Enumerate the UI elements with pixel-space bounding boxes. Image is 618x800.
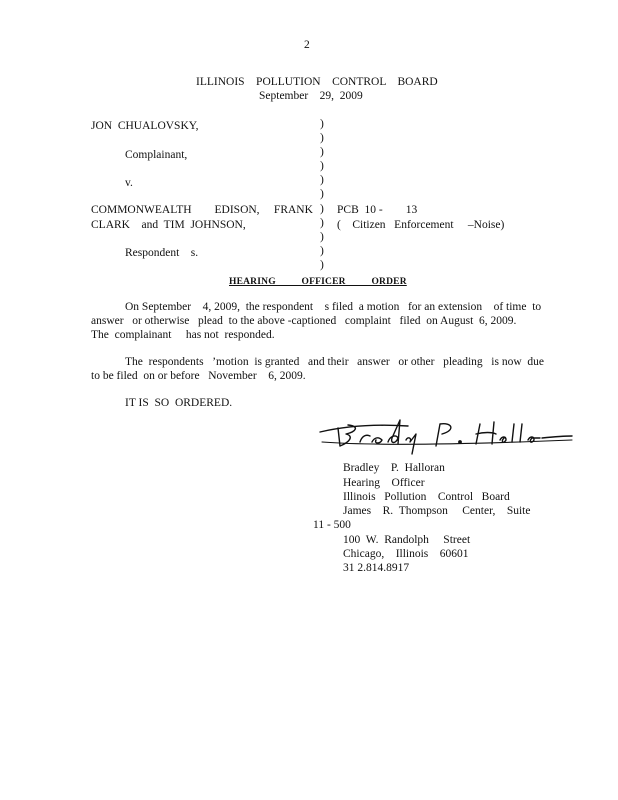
paragraph-1-line-1: On September 4, 2009, the respondent s filed a motion for an extension of time to: [125, 301, 542, 313]
signer-suite: 11 - 500: [313, 519, 351, 531]
agency-heading: ILLINOIS POLLUTION CONTROL BOARD: [196, 76, 438, 88]
signer-building: James R. Thompson Center, Suite: [343, 505, 531, 517]
paragraph-1-line-3: The complainant has not responded.: [91, 329, 275, 341]
complainant-role: Complainant,: [125, 149, 188, 161]
signer-name: Bradley P. Halloran: [343, 462, 445, 474]
order-title: HEARING OFFICER ORDER: [229, 277, 407, 287]
signer-title: Hearing Officer: [343, 477, 425, 489]
signer-city: Chicago, Illinois 60601: [343, 548, 469, 560]
case-type: ( Citizen Enforcement –Noise): [337, 219, 505, 231]
respondent-role: Respondent s.: [125, 247, 199, 259]
signer-agency: Illinois Pollution Control Board: [343, 491, 510, 503]
paragraph-2-line-1: The respondents ’motion is granted and their answer or other pleading is now due: [125, 356, 545, 368]
paragraph-2-line-2: to be filed on or before November 6, 2009.: [91, 370, 306, 382]
case-number: PCB 10 - 13: [337, 204, 418, 216]
closing-statement: IT IS SO ORDERED.: [125, 397, 233, 409]
order-date: September 29, 2009: [259, 90, 363, 102]
versus-label: v.: [125, 177, 133, 189]
caption-divider-parens: ) ) ) ) ) ) ) ) ) ) ): [320, 118, 324, 271]
respondent-names-line1: COMMONWEALTH EDISON, FRANK: [91, 204, 313, 216]
signer-street: 100 W. Randolph Street: [343, 534, 471, 546]
respondent-names-line2: CLARK and TIM JOHNSON,: [91, 219, 246, 231]
paragraph-1-line-2: answer or otherwise plead to the above -captioned complaint filed on August 6, 2009.: [91, 315, 517, 327]
signer-phone: 31 2.814.8917: [343, 562, 410, 574]
complainant-name: JON CHUALOVSKY,: [91, 120, 199, 132]
page-number: 2: [304, 39, 310, 51]
handwritten-signature: [316, 412, 576, 459]
